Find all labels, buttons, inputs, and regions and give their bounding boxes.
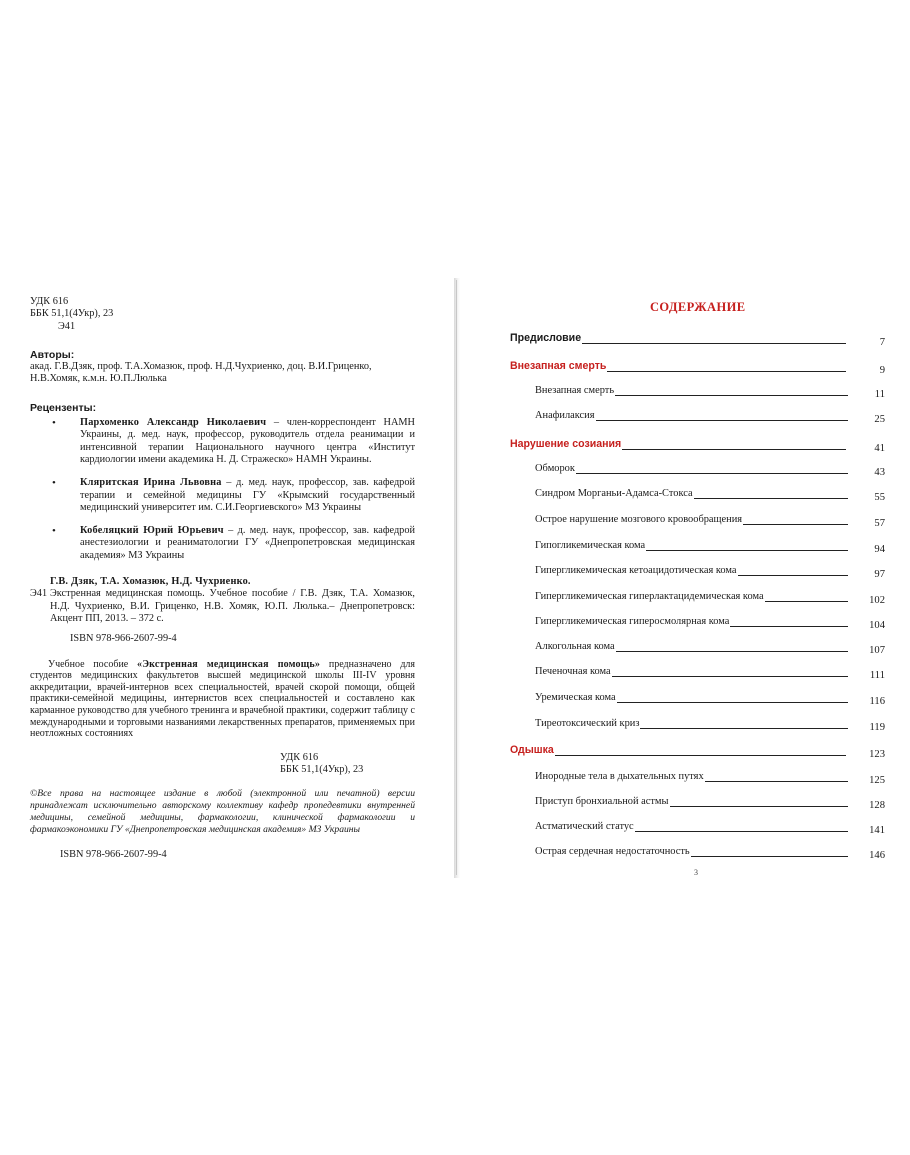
toc-entry-label: Гипергликемическая гиперлактацидемическая кома xyxy=(535,591,764,602)
bibliographic-citation xyxy=(30,576,415,645)
toc-entry-label: Приступ бронхиальной астмы xyxy=(535,796,669,807)
citation-body: Экстренная медицинская помощь. Учебное пособие / Г.В. Дзяк, Т.А. Хомазюк, Н.Д. Чухриенко, В.И. Гриценко, Н.В. Хомяк, Ю.П. Люлька.– Днепропетровск: Акцент ПП, 2013. – 372 с. xyxy=(50,588,415,624)
toc-leader-line xyxy=(640,728,848,729)
toc-entry-label: Гипогликемическая кома xyxy=(535,540,646,551)
toc-entry-page: 41 xyxy=(874,443,885,454)
toc-entry-label: Алкогольная кома xyxy=(535,641,615,652)
toc-leader-line xyxy=(694,498,848,499)
toc-entry-page: 97 xyxy=(874,569,885,580)
toc-entry-label: Астматический статус xyxy=(535,821,634,832)
bbk-code: ББК 51,1(4Укр), 23 xyxy=(30,308,114,320)
toc-entry xyxy=(504,687,889,705)
annotation xyxy=(30,659,415,740)
toc-entry xyxy=(504,586,889,604)
reviewers-list xyxy=(30,417,415,562)
reviewer-name: Пархоменко Александр Николаевич xyxy=(80,417,267,429)
toc-entry-label: Обморок xyxy=(535,463,575,474)
toc-entry-label: Тиреотоксический криз xyxy=(535,718,640,729)
toc-entry-page: 104 xyxy=(869,620,885,631)
toc-entry xyxy=(504,791,889,809)
udk-code: УДК 616 xyxy=(30,296,69,307)
toc-leader-line xyxy=(576,473,848,474)
toc-entry-label: Гипергликемическая гиперосмолярная кома xyxy=(535,616,730,627)
authors-line: Н.В.Хомяк, к.м.н. Ю.П.Люлька xyxy=(30,373,167,385)
toc-entry xyxy=(504,380,889,398)
annotation-start: Учебное пособие xyxy=(48,658,137,670)
author-sign: Э41 xyxy=(58,320,76,332)
reviewer-description: – д. мед. наук, профессор, зав. кафедрой терапии и семейной медицины ГУ «Крымский государственный медицинский университет им. С.И.Георгиевского» МЗ Украины xyxy=(80,477,415,513)
page-gutter-line xyxy=(456,280,457,875)
toc-entry-page: 123 xyxy=(869,749,885,760)
toc-entry-page: 146 xyxy=(869,850,885,861)
reviewers-heading: Рецензенты: xyxy=(30,401,97,414)
toc-leader-line xyxy=(705,781,848,782)
bullet-icon: • xyxy=(52,525,56,538)
toc-entry xyxy=(504,766,889,784)
toc-entry-page: 55 xyxy=(874,492,885,503)
toc-leader-line xyxy=(670,806,848,807)
toc-entry xyxy=(504,458,889,476)
authors-heading: Авторы: xyxy=(30,348,75,361)
reviewer-name: Кляритская Ирина Львовна xyxy=(80,477,222,489)
toc-leader-line xyxy=(646,550,848,551)
reviewer-item xyxy=(30,477,415,514)
annotation-title: «Экстренная медицинская помощь» xyxy=(137,658,321,670)
reviewer-item xyxy=(30,417,415,466)
page-number: 3 xyxy=(694,868,698,877)
citation-code: Э41 xyxy=(30,588,48,600)
reviewer-description: – д. мед. наук, профессор, зав. кафедрой анестезиологии и реаниматологии ГУ «Днепропетровская медицинская академия» МЗ Украины xyxy=(80,525,415,561)
isbn-line-bottom: ISBN 978-966-2607-99-4 xyxy=(60,849,167,861)
toc-entry-label: Уремическая кома xyxy=(535,692,616,703)
isbn-line: ISBN 978-966-2607-99-4 xyxy=(70,633,177,645)
left-page xyxy=(30,296,415,862)
toc-entry-page: 9 xyxy=(879,365,885,376)
toc-entry xyxy=(504,483,889,501)
toc-leader-line xyxy=(743,524,848,525)
toc-entry-label: Одышка xyxy=(510,744,554,756)
toc-leader-line xyxy=(617,702,848,703)
bullet-icon: • xyxy=(52,477,56,490)
toc-entry xyxy=(504,740,889,758)
toc-entry-label: Печеночная кома xyxy=(535,666,611,677)
page-gutter-shadow xyxy=(454,278,460,878)
toc-leader-line xyxy=(612,676,848,677)
toc-entry xyxy=(504,405,889,423)
toc-leader-line xyxy=(691,856,848,857)
toc-entry-page: 141 xyxy=(869,825,885,836)
classification-block-bottom xyxy=(30,752,415,777)
copyright-notice: ©Все права на настоящее издание в любой (электронной или печатной) версии принадлежат исключительно авторскому коллективу кафедр пропедевтики внутренней медицины, семейной медицины, фармакологии, клинической фармакологии и фармакоэкономики ГУ «Днепропетровская медицинская академия» МЗ Украины xyxy=(30,788,415,835)
toc-entry xyxy=(504,636,889,654)
toc-entry-page: 11 xyxy=(874,389,885,400)
toc-leader-line xyxy=(615,395,848,396)
toc-leader-line xyxy=(616,651,848,652)
toc-entry-label: Предисловие xyxy=(510,332,582,344)
toc-entry-label: Анафилаксия xyxy=(535,410,595,421)
toc-entry-label: Внезапная смерть xyxy=(510,360,607,372)
toc-leader-line xyxy=(582,343,846,344)
toc-entry-label: Острое нарушение мозгового кровообращения xyxy=(535,514,743,525)
bbk-code: ББК 51,1(4Укр), 23 xyxy=(280,763,364,775)
reviewer-name: Кобеляцкий Юрий Юрьевич xyxy=(80,525,224,537)
toc-entry xyxy=(504,328,889,346)
toc-entry xyxy=(504,509,889,527)
toc-entry-page: 57 xyxy=(874,518,885,529)
toc-entry xyxy=(504,841,889,859)
toc-entry-page: 102 xyxy=(869,595,885,606)
toc-leader-line xyxy=(635,831,848,832)
toc-leader-line xyxy=(596,420,848,421)
toc-entry-page: 25 xyxy=(874,414,885,425)
toc-entry-label: Внезапная смерть xyxy=(535,385,615,396)
authors-list xyxy=(30,361,415,386)
toc-entry-label: Гипергликемическая кетоацидотическая кома xyxy=(535,565,737,576)
toc-entry-page: 7 xyxy=(879,337,885,348)
toc-leader-line xyxy=(622,449,846,450)
toc-entry xyxy=(504,713,889,731)
toc-entry-page: 111 xyxy=(869,670,885,681)
reviewer-item xyxy=(30,525,415,562)
toc-leader-line xyxy=(738,575,848,576)
toc-entry-page: 125 xyxy=(869,775,885,786)
toc-entry-label: Инородные тела в дыхательных путях xyxy=(535,771,704,782)
toc-entry-page: 43 xyxy=(874,467,885,478)
toc-leader-line xyxy=(765,601,848,602)
bullet-icon: • xyxy=(52,417,56,430)
classification-block xyxy=(30,296,415,333)
citation-authors: Г.В. Дзяк, Т.А. Хомазюк, Н.Д. Чухриенко. xyxy=(50,576,251,588)
toc-entry-page: 116 xyxy=(869,696,885,707)
toc-entry xyxy=(504,560,889,578)
annotation-text: предназначено для студентов медицинских факультетов высшей медицинской школы III-IV уровня аккредитации, врачей-интернов всех специальностей, врачей скорой помощи, общей практики-семейной медицины, интернистов всех специальностей и составлено как карманное руководство для учебного тренинга и врачебной практики, содержит таблицу с международными и торговыми названиями лекарственных препаратов, применяемых при неотложных состояниях xyxy=(30,658,415,740)
toc-entry-label: Синдром Морганьи-Адамса-Стокса xyxy=(535,488,693,499)
toc-leader-line xyxy=(607,371,846,372)
toc-title: СОДЕРЖАНИЕ xyxy=(650,300,746,314)
toc-entry xyxy=(504,611,889,629)
toc-leader-line xyxy=(555,755,846,756)
udk-code: УДК 616 xyxy=(280,751,319,763)
authors-line: акад. Г.В.Дзяк, проф. Т.А.Хомазюк, проф. Н.Д.Чухриенко, доц. В.И.Гриценко, xyxy=(30,361,372,373)
toc-entry-page: 128 xyxy=(869,800,885,811)
toc-entry-page: 119 xyxy=(869,722,885,733)
toc-entry-page: 94 xyxy=(874,544,885,555)
toc-leader-line xyxy=(730,626,848,627)
toc-entry xyxy=(504,816,889,834)
toc-entry-page: 107 xyxy=(869,645,885,656)
toc-entry xyxy=(504,356,889,374)
toc-entry xyxy=(504,661,889,679)
reviewer-description: – член-корреспондент НАМН Украины, д. мед. наук, профессор, руководитель отдела реанимации и интенсивной терапии Национального научного центра «Институт кардиологии имени академика Н. Д. Стражеско» НАМН Украины. xyxy=(80,417,415,465)
toc-entry-label: Нарушение созиания xyxy=(510,438,622,450)
toc-entry-label: Острая сердечная недостаточность xyxy=(535,846,690,857)
toc-entry xyxy=(504,535,889,553)
toc-entry xyxy=(504,434,889,452)
